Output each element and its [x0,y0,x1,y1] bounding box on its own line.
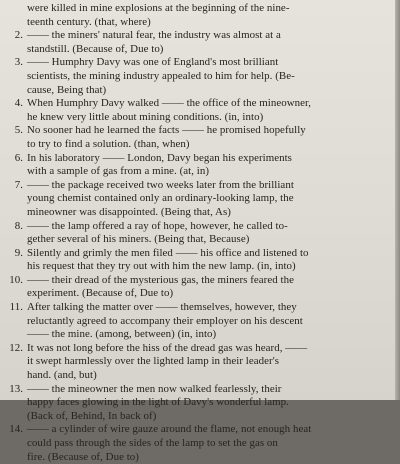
exercise-number: 13. [9,382,23,395]
text-line: cause, Being that) [27,83,107,96]
exercise-item [7,423,390,464]
exercise-number: 6. [14,151,23,164]
exercise-number: 3. [14,56,23,69]
text-line: —— a cylinder of wire gauze around the flame, not enough heat [27,423,312,436]
text-line: —— the package received two weeks later from the brilliant [27,178,294,191]
text-line: mineowner was disappointed. (Being that, As) [27,205,231,218]
text-line: young chemist contained only an ordinary-looking lamp, the [27,192,294,205]
text-line: happy faces glowing in the light of Davy's wonderful lamp. [27,396,289,409]
exercise-item [7,97,390,124]
text-line: gether several of his miners. (Being that, Because) [27,233,250,246]
text-line: —— their dread of the mysterious gas, the miners feared the [27,273,294,286]
exercise-number: 9. [14,246,23,259]
exercise-text [27,423,390,464]
text-line: teenth century. (that, where) [27,15,151,28]
exercise-text [27,29,390,56]
text-line: —— the mine. (among, between) (in, into) [27,328,217,341]
exercise-text [27,124,390,151]
exercise-number: 10. [9,273,23,286]
exercise-item [7,2,390,29]
exercise-number: 14. [9,423,23,436]
exercise-item [7,56,390,97]
text-line: —— Humphry Davy was one of England's most brilliant [27,56,279,69]
text-line: In his laboratory —— London, Davy began his experiments [27,151,292,164]
exercise-text [27,152,390,179]
exercise-item [7,179,390,220]
exercise-number: 4. [14,97,23,110]
text-line: —— the mineowner the men now walked fearlessly, their [27,382,282,395]
text-line: —— the miners' natural fear, the industry was almost at a [27,29,281,42]
text-line: (Back of, Behind, In back of) [27,409,157,422]
exercise-number: 12. [9,341,23,354]
text-line: it swept harmlessly over the lighted lamp in their leader's [27,355,280,368]
exercise-text [27,383,390,424]
text-line: standstill. (Because of, Due to) [27,42,164,55]
exercise-number: 11. [9,301,23,314]
text-line: reluctantly agreed to accompany their employer on his descent [27,314,303,327]
text-line: were killed in mine explosions at the beginning of the nine- [27,2,290,14]
exercise-text [27,179,390,220]
exercise-list [7,2,390,464]
text-line: scientists, the mining industry appealed to him for help. (Be- [27,69,295,82]
text-line: he knew very little about mining conditions. (in, into) [27,110,264,123]
text-line: with a sample of gas from a mine. (at, in) [27,165,210,178]
exercise-item [7,383,390,424]
text-line: fire. (Because of, Due to) [27,450,139,463]
text-line: experiment. (Because of, Due to) [27,287,174,300]
exercise-text [27,274,390,301]
exercise-text [27,342,390,383]
exercise-number: 7. [14,178,23,191]
text-line: After talking the matter over —— themselves, however, they [27,301,297,314]
exercise-text [27,97,390,124]
exercise-item [7,220,390,247]
exercise-item [7,274,390,301]
text-line: to try to find a solution. (than, when) [27,137,190,150]
text-line: hand. (and, but) [27,369,97,382]
exercise-item [7,152,390,179]
exercise-text [27,220,390,247]
text-line: Silently and grimly the men filed —— his office and listened to [27,246,309,259]
exercise-number: 8. [14,219,23,232]
exercise-text [27,2,390,29]
exercise-text [27,56,390,97]
text-line: could pass through the sides of the lamp to set the gas on [27,437,278,449]
exercise-text [27,247,390,274]
text-line: his request that they try out with him the new lamp. (in, into) [27,260,296,273]
text-line: It was not long before the hiss of the dread gas was heard, —— [27,341,308,354]
exercise-item [7,342,390,383]
exercise-item [7,124,390,151]
page-edge-shadow [395,0,400,400]
exercise-item [7,301,390,342]
text-line: —— the lamp offered a ray of hope, however, he called to- [27,219,288,232]
exercise-number: 5. [14,124,23,137]
exercise-item [7,29,390,56]
text-line: No sooner had he learned the facts —— he promised hopefully [27,124,306,137]
text-line: When Humphry Davy walked —— the office of the mineowner, [27,97,312,110]
exercise-number: 2. [14,29,23,42]
exercise-text [27,301,390,342]
exercise-item [7,247,390,274]
